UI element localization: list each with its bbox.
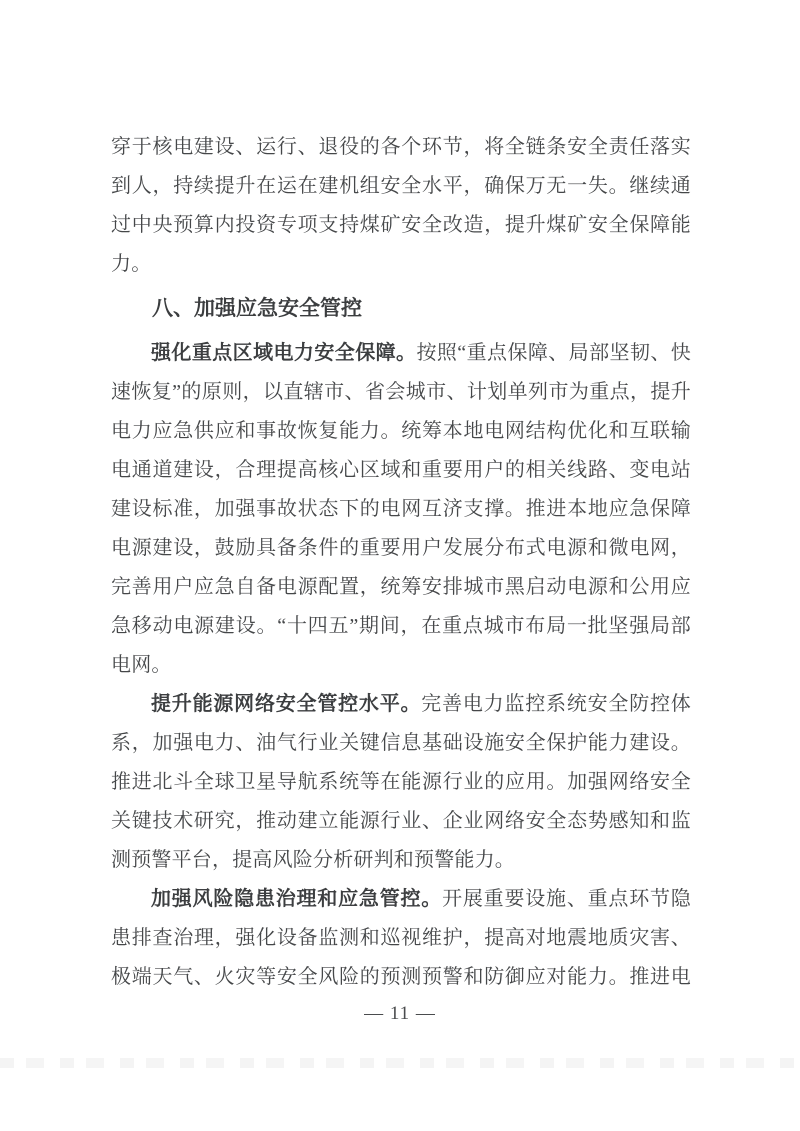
text-line xyxy=(111,334,691,373)
text-line: 急移动电源建设。“十四五”期间，在重点城市布局一批坚强局部 xyxy=(111,615,691,637)
text-line: 建设标准，加强事故状态下的电网互济支撑。推进本地应急保障 xyxy=(111,498,691,520)
text-line: 穿于核电建设、运行、退役的各个环节，将全链条安全责任落实 xyxy=(111,136,691,158)
text-line: 推进北斗全球卫星导航系统等在能源行业的应用。加强网络安全 xyxy=(111,771,691,793)
line-text: 按照“重点保障、局部坚韧、快 xyxy=(416,342,691,364)
text-line: 关键技术研究，推动建立能源行业、企业网络安全态势感知和监 xyxy=(111,810,691,832)
paragraph xyxy=(111,128,691,284)
text-line: 电力应急供应和事故恢复能力。统筹本地电网结构优化和互联输 xyxy=(111,420,691,442)
lead-text: 强化重点区域电力安全保障。 xyxy=(151,342,417,364)
paragraph xyxy=(111,880,691,997)
text-line xyxy=(111,685,691,724)
lead-text: 提升能源网络安全管控水平。 xyxy=(151,693,422,715)
line-text: 完善电力监控系统安全防控体 xyxy=(421,693,691,715)
text-line: 电网。 xyxy=(111,654,172,676)
lead-text: 加强风险隐患治理和应急管控。 xyxy=(151,888,443,910)
page-number: — 11 — xyxy=(364,1003,436,1024)
text-line: 到人，持续提升在运在建机组安全水平，确保万无一失。继续通 xyxy=(111,175,691,197)
paragraph xyxy=(111,334,691,685)
section-heading: 八、加强应急安全管控 xyxy=(152,297,362,320)
text-line: 力。 xyxy=(111,253,152,275)
text-line: 极端天气、火灾等安全风险的预测预警和防御应对能力。推进电 xyxy=(111,966,691,988)
page-content xyxy=(111,128,691,997)
text-line: 电通道建设，合理提高核心区域和重要用户的相关线路、变电站 xyxy=(111,459,691,481)
text-line xyxy=(111,880,691,919)
text-line: 过中央预算内投资专项支持煤矿安全改造，提升煤矿安全保障能 xyxy=(111,214,691,236)
text-line: 患排查治理，强化设备监测和巡视维护，提高对地震地质灾害、 xyxy=(111,927,691,949)
text-line: 速恢复”的原则，以直辖市、省会城市、计划单列市为重点，提升 xyxy=(111,381,691,403)
text-line: 系，加强电力、油气行业关键信息基础设施安全保护能力建设。 xyxy=(111,732,691,754)
text-line: 测预警平台，提高风险分析研判和预警能力。 xyxy=(111,849,515,871)
text-line: 完善用户应急自备电源配置，统筹安排城市黑启动电源和公用应 xyxy=(111,576,691,598)
line-text: 开展重要设施、重点环节隐 xyxy=(442,888,691,910)
paragraph xyxy=(111,685,691,880)
scan-noise-band xyxy=(0,1058,800,1068)
text-line: 电源建设，鼓励具备条件的重要用户发展分布式电源和微电网， xyxy=(111,537,691,559)
